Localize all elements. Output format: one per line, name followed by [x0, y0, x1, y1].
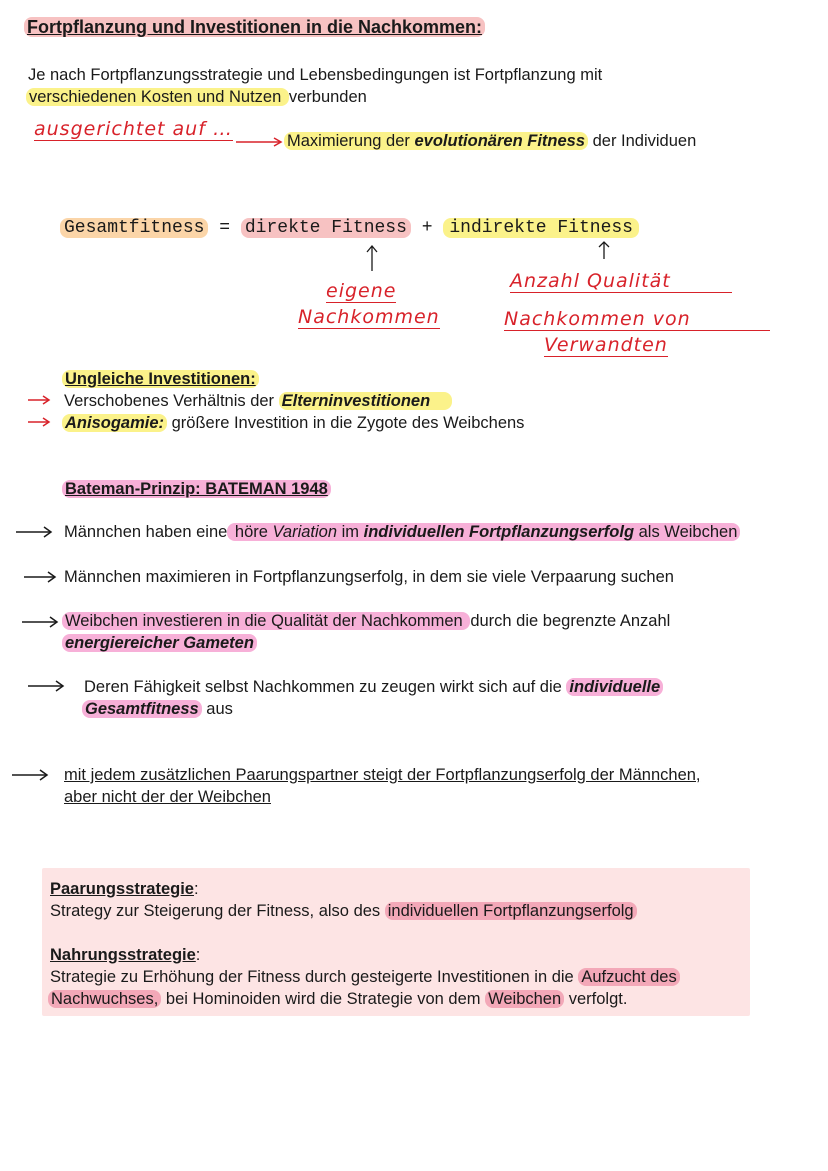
- bateman-point-5: mit jedem zusätzlichen Paarungspartner steigt der Fortpflanzungserfolg der Männchen,: [64, 766, 701, 784]
- box-text-2: Strategie zu Erhöhung der Fitness durch gesteigerte Investitionen in die Aufzucht des: [50, 966, 680, 988]
- intro-line-1: Je nach Fortpflanzungsstrategie und Lebensbedingungen ist Fortpflanzung mit: [28, 66, 603, 84]
- aim-handwritten: ausgerichtet auf …: [34, 118, 233, 140]
- formula-total: Gesamtfitness: [60, 218, 208, 238]
- formula-indirect: indirekte Fitness: [443, 218, 639, 238]
- direct-note-2: Nachkommen: [298, 306, 440, 328]
- box-text-2b: Nachwuchses, bei Hominoiden wird die Strategie von dem Weibchen verfolgt.: [48, 988, 627, 1010]
- arrow-up-icon: [598, 240, 610, 260]
- bateman-point-1: Männchen haben eine höre Variation im individuellen Fortpflanzungserfolg als Weibchen: [64, 521, 740, 543]
- fitness-formula: [60, 216, 639, 240]
- indirect-note-3: Verwandten: [544, 334, 668, 356]
- bateman-point-2: Männchen maximieren in Fortpflanzungserfolg, in dem sie viele Verpaarung suchen: [64, 568, 674, 586]
- unequal-item-1: Verschobenes Verhältnis der Elterninvestitionen: [64, 390, 452, 412]
- formula-plus: +: [421, 218, 433, 238]
- arrow-right-icon: [28, 417, 52, 427]
- formula-eq: =: [219, 218, 231, 238]
- bateman-point-5b: aber nicht der der Weibchen: [64, 788, 271, 806]
- arrow-up-icon: [366, 244, 378, 272]
- arrow-right-icon: [24, 571, 60, 583]
- arrow-right-icon: [28, 680, 68, 692]
- indirect-note-1: Anzahl Qualität: [510, 270, 732, 293]
- bateman-point-3b: energiereicher Gameten: [62, 632, 257, 654]
- aim-arrow-icon: [236, 138, 286, 148]
- aim-text: Maximierung der evolutionären Fitness der Individuen: [284, 130, 696, 152]
- arrow-right-icon: [12, 769, 52, 781]
- formula-direct: direkte Fitness: [241, 218, 411, 238]
- unequal-item-2: Anisogamie: größere Investition in die Zygote des Weibchens: [62, 412, 524, 434]
- indirect-note-2: Nachkommen von: [504, 308, 770, 331]
- arrow-right-icon: [28, 395, 52, 405]
- unequal-heading: Ungleiche Investitionen:: [62, 368, 259, 390]
- intro-line-2: verschiedenen Kosten und Nutzen verbunden: [26, 86, 367, 108]
- direct-note-1: eigene: [326, 280, 397, 302]
- arrow-right-icon: [16, 526, 56, 538]
- arrow-right-icon: [22, 615, 62, 629]
- box-text-1: Strategy zur Steigerung der Fitness, also des individuellen Fortpflanzungserfolg: [50, 900, 637, 922]
- bateman-point-4b: Gesamtfitness aus: [82, 698, 233, 720]
- box-heading-2: Nahrungsstrategie:: [50, 946, 201, 964]
- bateman-point-3: Weibchen investieren in die Qualität der Nachkommen durch die begrenzte Anzahl: [62, 610, 670, 632]
- bateman-heading: Bateman-Prinzip: BATEMAN 1948: [62, 478, 331, 500]
- bateman-point-4: Deren Fähigkeit selbst Nachkommen zu zeugen wirkt sich auf die individuelle: [84, 676, 663, 698]
- box-heading-1: Paarungsstrategie:: [50, 880, 199, 898]
- page-title: Fortpflanzung und Investitionen in die Nachkommen:: [24, 16, 485, 39]
